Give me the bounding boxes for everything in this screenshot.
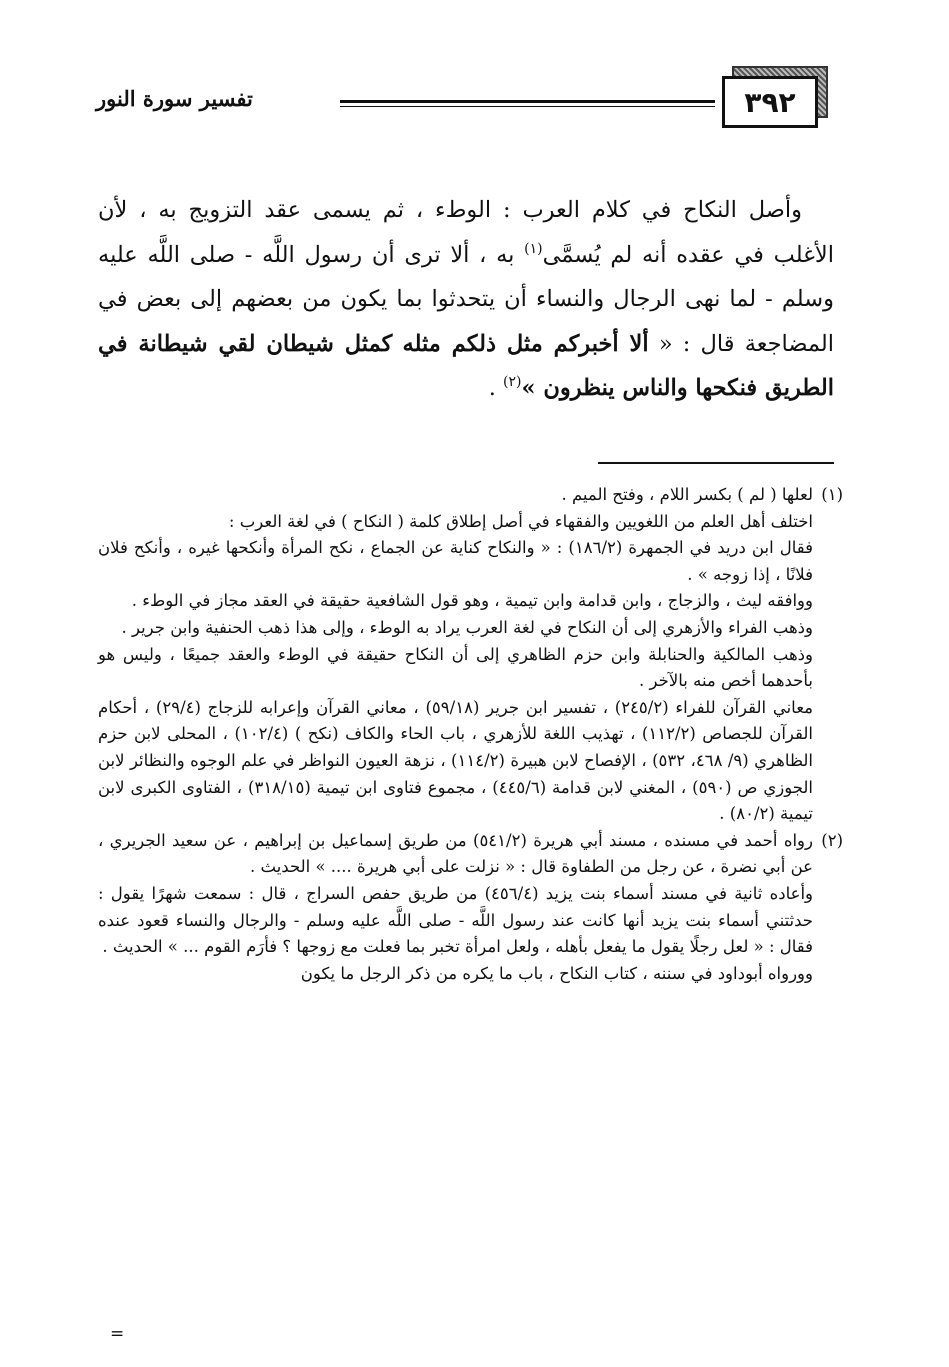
footnote-paragraph: وأعاده ثانية في مسند أسماء بنت يزيد (٤٥٦/٤) من طريق حفص السراج ، قال : سمعت شهرًا يقول : حدثتني أسماء بنت يزيد أنها كانت عند رسول اللَّه - صلى اللَّه عليه وسلم - والرجال والنساء قعود عنده فقال : « لعل رجلًا يقول ما يفعل بأهله ، ولعل امرأة تخبر بما فعلت مع زوجها ؟ فأرَم القوم ... » الحديث . bbox=[98, 883, 813, 957]
footnote-separator bbox=[598, 462, 834, 464]
footnote-text: رواه أحمد في مسنده ، مسند أبي هريرة (٥٤١/٢) من طريق إسماعيل بن إبراهيم ، عن سعيد الجريري ، عن أبي نضرة ، عن رجل من الطفاوة قال : « نزلت على أبي هريرة .... » الحديث . bbox=[98, 830, 813, 877]
header-rule-thin bbox=[340, 106, 715, 107]
page-number: ٣٩٢ bbox=[722, 76, 818, 128]
main-line: - صلى اللَّه عليه وسلم - لما نهى الرجال والنساء أن يتحدثوا بما يكون bbox=[98, 241, 834, 312]
footnote-paragraph: معاني القرآن للفراء (٢٤٥/٢) ، تفسير ابن جرير (٥٩/١٨) ، معاني القرآن وإعرابه للزجاج (٢٩/٤) ، أحكام القرآن للجصاص (١١٢/٢) ، تهذيب اللغة للأزهري ، باب الحاء والكاف (نكح ) (١٠٢/٤) ، المحلى لابن حزم الظاهري (٩/ ٤٦٨، ٥٣٢) ، الإفصاح لابن هبيرة (١١٤/٢) ، نزهة العيون النواظر في علم الوجوه والنظائر لابن الجوزي ص (٥٩٠) ، المغني لابن قدامة (٤٤٥/٦) ، مجموع فتاوى ابن تيمية (٣١٨/١٥) ، الفتاوى الكبرى لابن تيمية (٨٠/٢) . bbox=[98, 697, 814, 824]
main-text bbox=[98, 188, 834, 411]
running-title: تفسير سورة النور bbox=[96, 86, 253, 111]
footnote-number: (٢) bbox=[821, 830, 843, 850]
footnote-text: لعلها ( لم ) بكسر اللام ، وفتح الميم . bbox=[561, 485, 813, 504]
footnote-ref-2[interactable]: (٢) bbox=[503, 374, 522, 390]
quote-close: » bbox=[521, 375, 544, 401]
header-rule bbox=[340, 100, 715, 103]
footnote-paragraph: فقال ابن دريد في الجمهرة (١٨٦/٢) : « والنكاح كناية عن الجماع ، نكح المرأة وأنكحها غيره ، وأنكح فلان فلانًا ، إذا زوجه » . bbox=[98, 538, 813, 584]
main-line: من بعضهم إلى بعض في المضاجعة قال : « bbox=[98, 286, 834, 357]
footnote-paragraph: ووافقه ليث ، والزجاج ، وابن قدامة وابن تيمية ، وهو قول الشافعية حقيقة في العقد مجاز في الوطء . bbox=[131, 591, 813, 611]
footnote-1 bbox=[98, 482, 843, 509]
hadith-quote: كمثل شيطان لقي شيطانة في الطريق فنكحها والناس ينظرون bbox=[98, 330, 834, 401]
footnote-paragraph: وذهب المالكية والحنابلة وابن حزم الظاهري إلى أن النكاح حقيقة في الوطء والعقد جميعًا ، وليس هو بأحدهما أخص منه بالآخر . bbox=[98, 644, 813, 691]
sentence-end: . bbox=[488, 375, 503, 401]
footnote-paragraph: اختلف أهل العلم من اللغويين والفقهاء في أصل إطلاق كلمة ( النكاح ) في لغة العرب : bbox=[228, 511, 813, 531]
footnote-paragraph: وذهب الفراء والأزهري إلى أن النكاح في لغة العرب يراد به الوطء ، وإلى هذا ذهب الحنفية وابن جرير . bbox=[121, 617, 813, 637]
main-line: وأصل النكاح في كلام العرب : الوطء ، ثم يسمى عقد التزويج bbox=[188, 197, 802, 223]
hadith-quote: ألا أخبركم مثل ذلكم مثله bbox=[402, 330, 649, 357]
continuation-mark: = bbox=[110, 1324, 125, 1344]
footnotes bbox=[98, 482, 843, 987]
footnote-ref-1[interactable]: (١) bbox=[524, 240, 543, 257]
footnote-paragraph: وورواه أبوداود في سننه ، كتاب النكاح ، باب ما يكره من ذكر الرجل ما يكون bbox=[300, 963, 813, 983]
main-line: به ، ألا ترى أن رسول اللَّه bbox=[262, 241, 525, 268]
main-line: به ، لأن الأغلب في عقده أنه لم يُسمَّى bbox=[98, 197, 834, 268]
footnote-2 bbox=[98, 828, 843, 881]
footnote-number: (١) bbox=[821, 485, 843, 504]
main-paragraph bbox=[98, 188, 834, 411]
